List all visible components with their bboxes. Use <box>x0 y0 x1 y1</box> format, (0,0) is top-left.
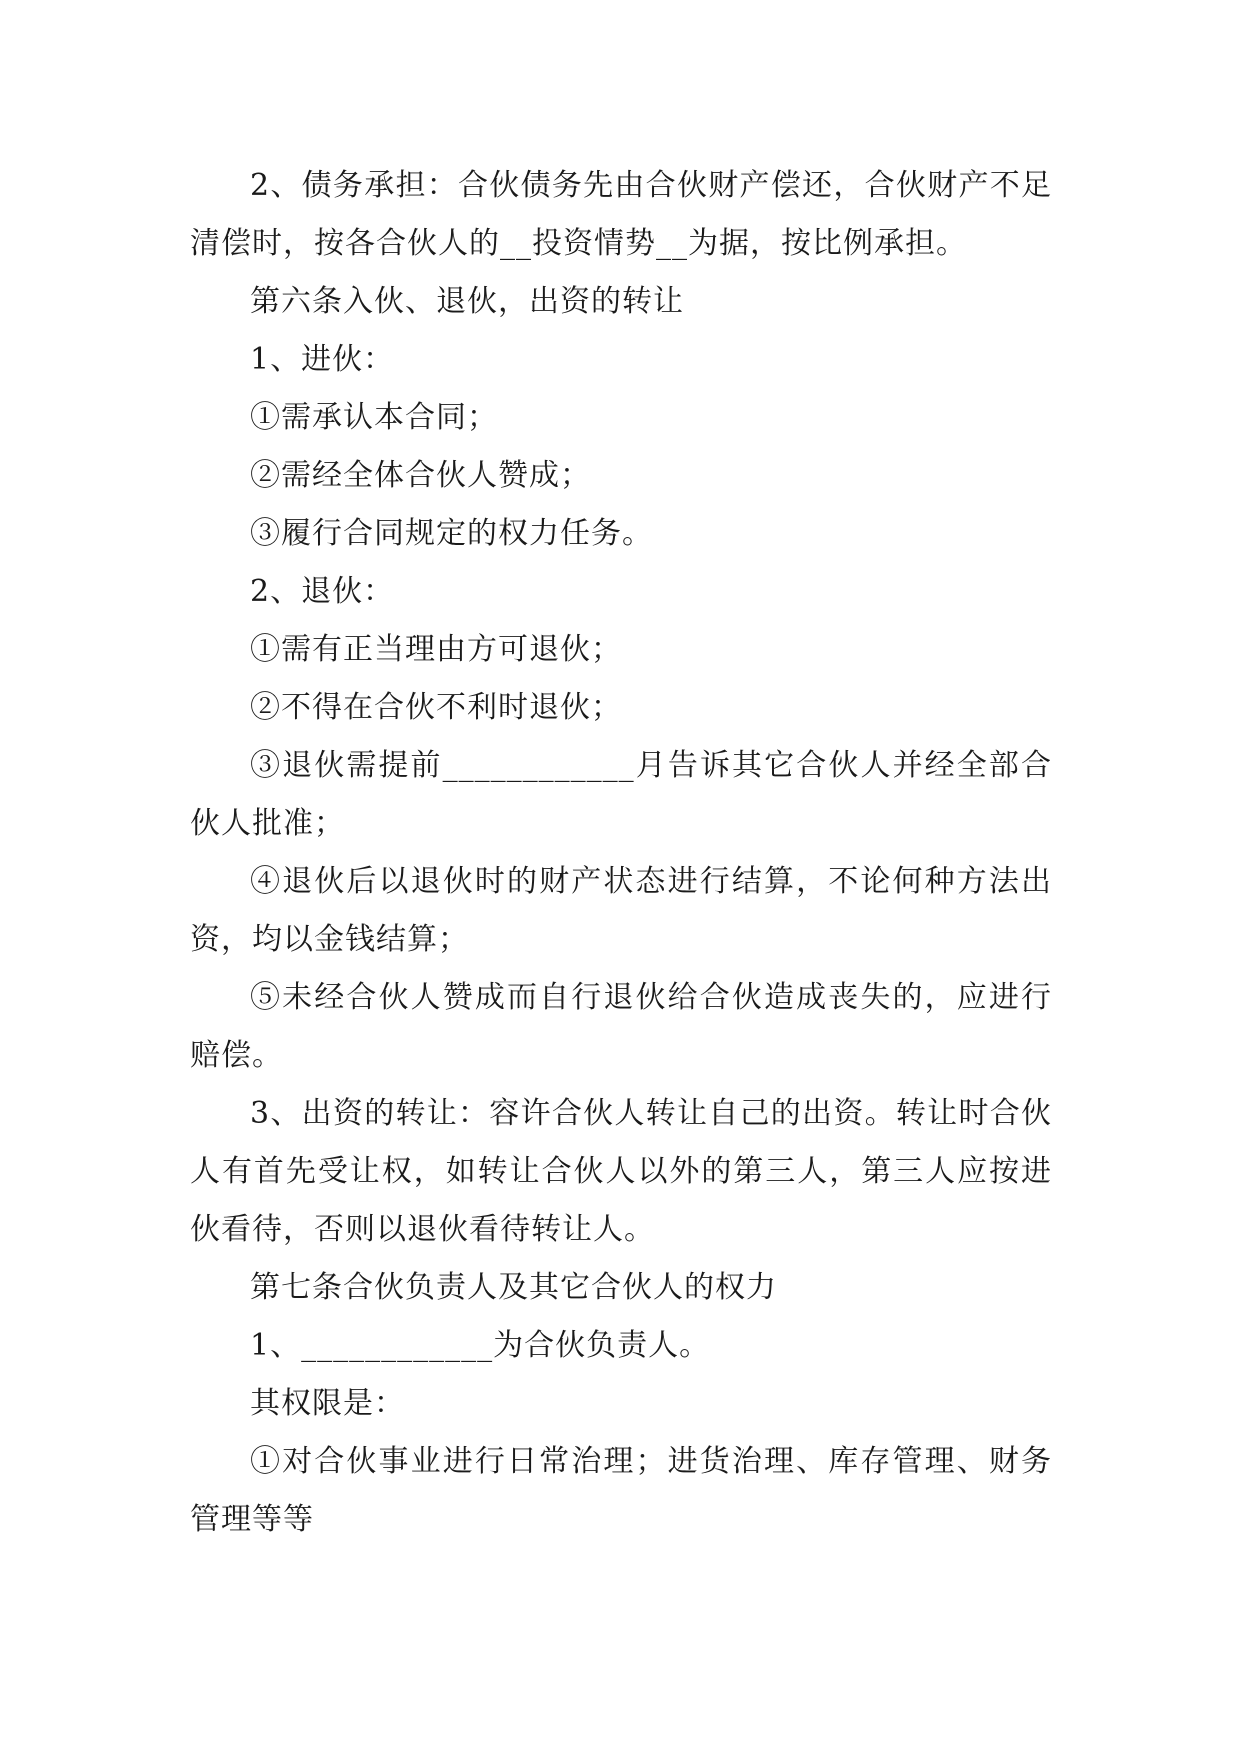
list-item-joining-3: ③履行合同规定的权力任务。 <box>250 516 653 551</box>
paragraph-debt-bearing: 2、债务承担：合伙债务先由合伙财产偿还，合伙财产不足清偿时，按各合伙人的__投资情势__为据，按比例承担。 <box>190 168 1052 261</box>
list-item-withdrawal-2: ②不得在合伙不利时退伙； <box>250 690 622 725</box>
list-item-withdrawal-1: ①需有正当理由方可退伙； <box>250 632 622 667</box>
paragraph-withdrawal: 2、退伙： <box>250 574 395 609</box>
list-item-joining-2: ②需经全体合伙人赞成； <box>250 458 591 493</box>
document-page <box>190 157 1052 1549</box>
heading-article-6: 第六条入伙、退伙，出资的转让 <box>250 284 684 319</box>
list-item-joining-1: ①需承认本合同； <box>250 400 498 435</box>
heading-article-7: 第七条合伙负责人及其它合伙人的权力 <box>250 1270 777 1305</box>
list-item-withdrawal-5: ⑤未经合伙人赞成而自行退伙给合伙造成丧失的，应进行赔偿。 <box>190 980 1052 1073</box>
list-item-withdrawal-3: ③退伙需提前____________月告诉其它合伙人并经全部合伙人批准； <box>190 748 1052 841</box>
paragraph-capital-transfer: 3、出资的转让：容许合伙人转让自己的出资。转让时合伙人有首先受让权，如转让合伙人以外的第三人，第三人应按进伙看待，否则以退伙看待转让人。 <box>190 1096 1052 1247</box>
paragraph-authority: 其权限是： <box>250 1386 405 1421</box>
paragraph-responsible-person: 1、____________为合伙负责人。 <box>250 1328 711 1363</box>
paragraph-joining: 1、进伙： <box>250 342 395 377</box>
list-item-authority-1: ①对合伙事业进行日常治理；进货治理、库存管理、财务管理等等 <box>190 1444 1052 1537</box>
list-item-withdrawal-4: ④退伙后以退伙时的财产状态进行结算，不论何种方法出资，均以金钱结算； <box>190 864 1052 957</box>
